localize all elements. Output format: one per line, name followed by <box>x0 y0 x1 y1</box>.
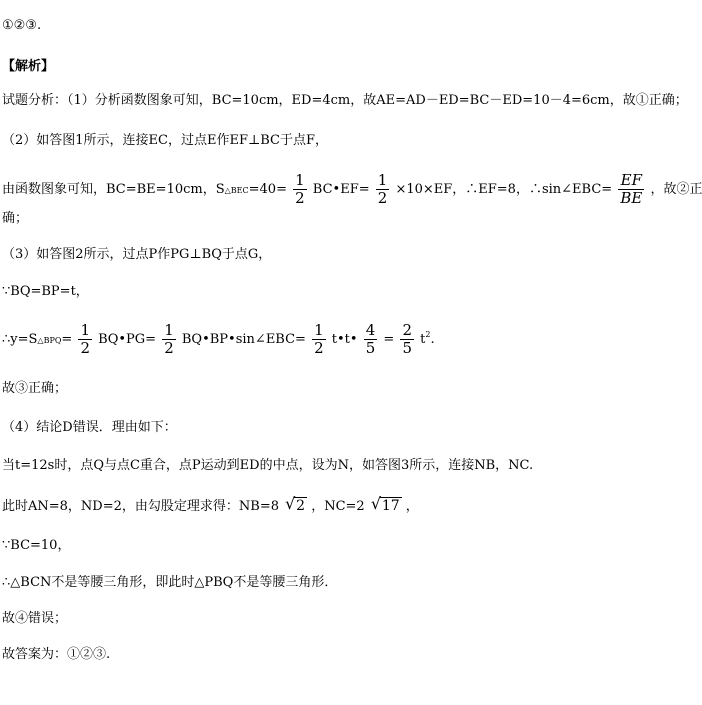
numerator: 1 <box>377 171 388 189</box>
superscript: 2 <box>425 330 431 339</box>
fraction <box>618 172 644 207</box>
text-seg: 此时AN=8，ND=2，由勾股定理求得：NB=8 <box>2 499 279 514</box>
radical-sign: √ <box>285 494 296 513</box>
text-seg: ，故②正 <box>650 182 702 197</box>
numerator: EF <box>618 172 644 190</box>
denominator: 2 <box>377 189 388 207</box>
subscript: △BPQ <box>37 336 62 345</box>
fraction <box>312 322 326 357</box>
text-seg: . <box>430 332 435 347</box>
fraction <box>376 172 390 207</box>
numerator: 1 <box>164 321 174 339</box>
denominator: 5 <box>365 339 376 357</box>
denominator: 5 <box>402 339 412 357</box>
numerator: 1 <box>314 321 324 339</box>
step3-given: ∵BQ=BP=t， <box>2 284 89 299</box>
step4-text: （4）结论D错误．理由如下： <box>2 420 177 435</box>
step4-result: ∴△BCN不是等腰三角形，即此时△PBQ不是等腰三角形． <box>2 575 338 590</box>
step4-conclusion: 故④错误； <box>2 611 68 626</box>
text-seg: BQ•PG= <box>98 332 157 347</box>
radicand: 17 <box>381 498 400 514</box>
answer-top: ①②③. <box>2 18 42 33</box>
numerator: 1 <box>295 171 305 189</box>
text-seg: BC•EF= <box>312 182 370 197</box>
step2-end: 确； <box>2 211 29 226</box>
text-seg: = <box>383 332 395 347</box>
step4-given: ∵BC=10， <box>2 538 71 553</box>
text-seg: t <box>420 332 426 347</box>
step1-text: 试题分析：（1）分析函数图象可知，BC=10cm，ED=4cm，故AE=AD－ED=BC－ED=10－4=6cm，故①正确； <box>2 93 688 108</box>
text-seg: ，NC=2 <box>311 499 365 514</box>
numerator: 2 <box>402 321 412 339</box>
step3-formula-line <box>2 322 435 357</box>
denominator: 2 <box>164 339 174 357</box>
step4-case: 当t=12s时，点Q与点C重合，点P运动到ED的中点，设为N，如答图3所示，连接NB，NC. <box>2 458 534 473</box>
numerator: 4 <box>365 321 376 339</box>
text-seg: 由函数图象可知，BC=BE=10cm，S <box>2 182 225 197</box>
step4-values <box>2 494 419 516</box>
radicand: 2 <box>296 498 306 514</box>
radical-sign: √ <box>370 494 382 513</box>
fraction <box>78 322 92 357</box>
step3-text: （3）如答图2所示，过点P作PG⊥BQ于点G， <box>2 247 272 262</box>
subscript: △BEC <box>224 186 249 195</box>
step2-formula-line <box>2 172 702 207</box>
text-seg: t•t• <box>331 332 358 347</box>
step3-conclusion: 故③正确； <box>2 381 68 396</box>
text-seg: =40= <box>248 182 287 197</box>
text-seg: BQ•BP•sin∠EBC= <box>181 332 306 347</box>
final-answer: 故答案为：①②③. <box>2 647 111 662</box>
text-seg: ×10×EF，∴EF=8，∴sin∠EBC= <box>395 182 613 197</box>
fraction <box>162 322 176 357</box>
fraction <box>364 322 378 357</box>
text-seg: ∴y=S <box>2 332 38 347</box>
step2-text: （2）如答图1所示，连接EC，过点E作EF⊥BC于点F， <box>2 133 328 148</box>
text-seg: ， <box>405 499 419 514</box>
fraction <box>400 322 414 357</box>
analysis-heading: 【解析】 <box>2 59 55 74</box>
text-seg: = <box>61 332 73 347</box>
denominator: 2 <box>80 339 90 357</box>
denominator: 2 <box>314 339 324 357</box>
numerator: 1 <box>80 321 90 339</box>
fraction <box>293 172 307 207</box>
denominator: 2 <box>295 189 305 207</box>
sqrt <box>285 494 307 515</box>
denominator: BE <box>620 189 643 207</box>
sqrt <box>370 494 402 515</box>
